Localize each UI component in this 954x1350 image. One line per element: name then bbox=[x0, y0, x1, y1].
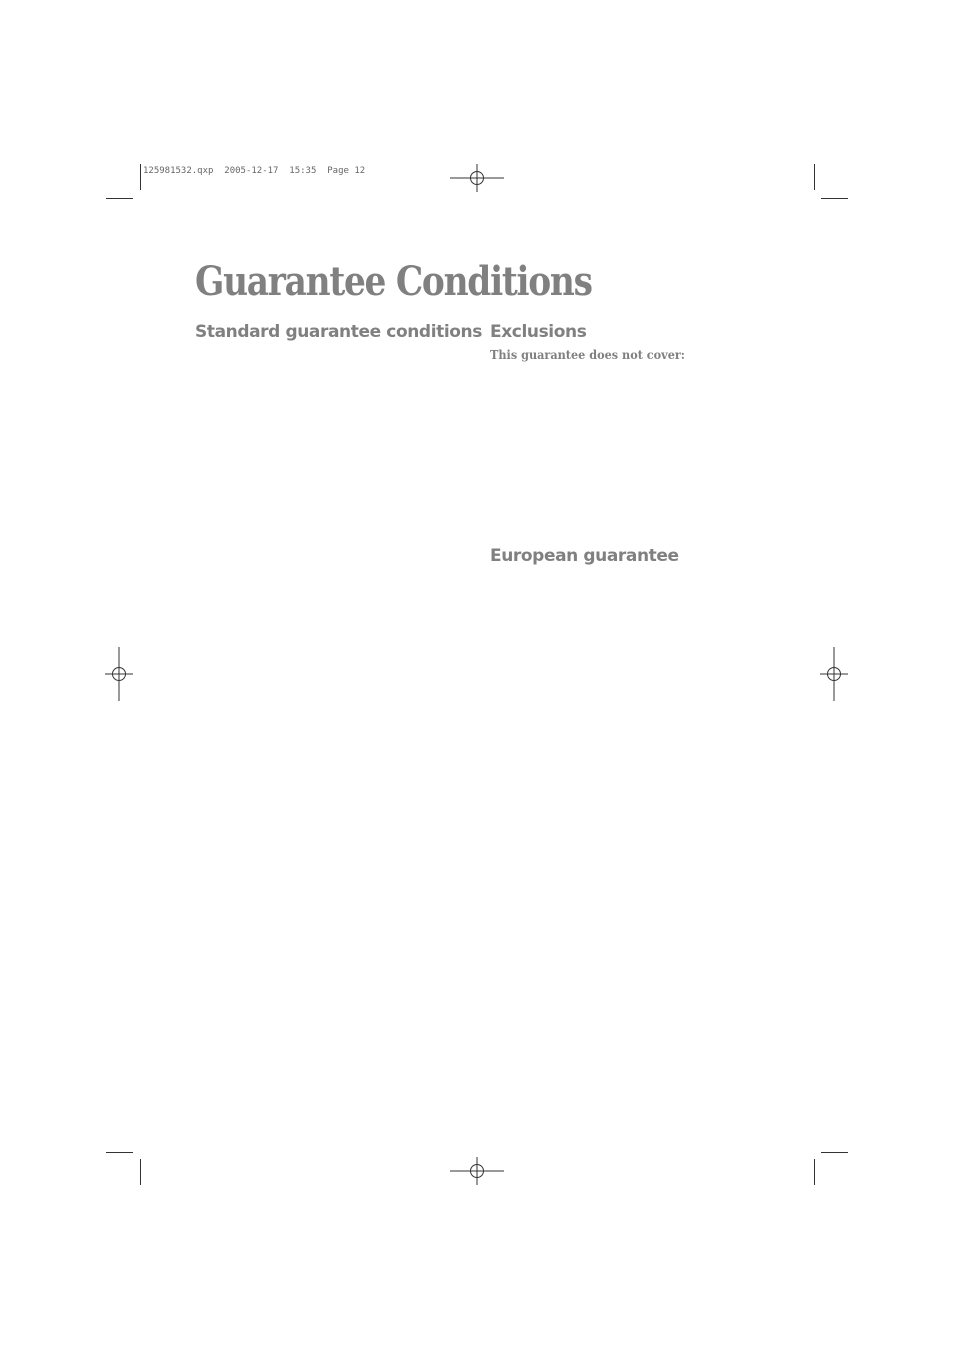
european-guarantee-heading: European guarantee bbox=[490, 546, 679, 566]
print-slug: 125981532.qxp 2005-12-17 15:35 Page 12 bbox=[143, 166, 366, 176]
crop-mark-top-right-vertical bbox=[814, 164, 815, 190]
crop-mark-bottom-right-vertical bbox=[814, 1159, 815, 1185]
registration-mark-bottom-icon bbox=[448, 1157, 508, 1187]
crop-mark-top-left-horizontal bbox=[106, 198, 133, 199]
standard-guarantee-heading: Standard guarantee conditions bbox=[195, 322, 482, 342]
page-title: Guarantee Conditions bbox=[195, 258, 592, 305]
crop-mark-top-right-horizontal bbox=[821, 198, 848, 199]
registration-mark-right-icon bbox=[820, 645, 850, 705]
exclusions-heading: Exclusions bbox=[490, 322, 587, 342]
crop-mark-bottom-left-horizontal bbox=[106, 1152, 133, 1153]
crop-mark-bottom-left-vertical bbox=[140, 1159, 141, 1185]
exclusions-intro: This guarantee does not cover: bbox=[490, 347, 685, 362]
crop-mark-top-left-vertical bbox=[140, 164, 141, 190]
registration-mark-left-icon bbox=[105, 645, 135, 705]
registration-mark-top-icon bbox=[448, 164, 508, 194]
crop-mark-bottom-right-horizontal bbox=[821, 1152, 848, 1153]
